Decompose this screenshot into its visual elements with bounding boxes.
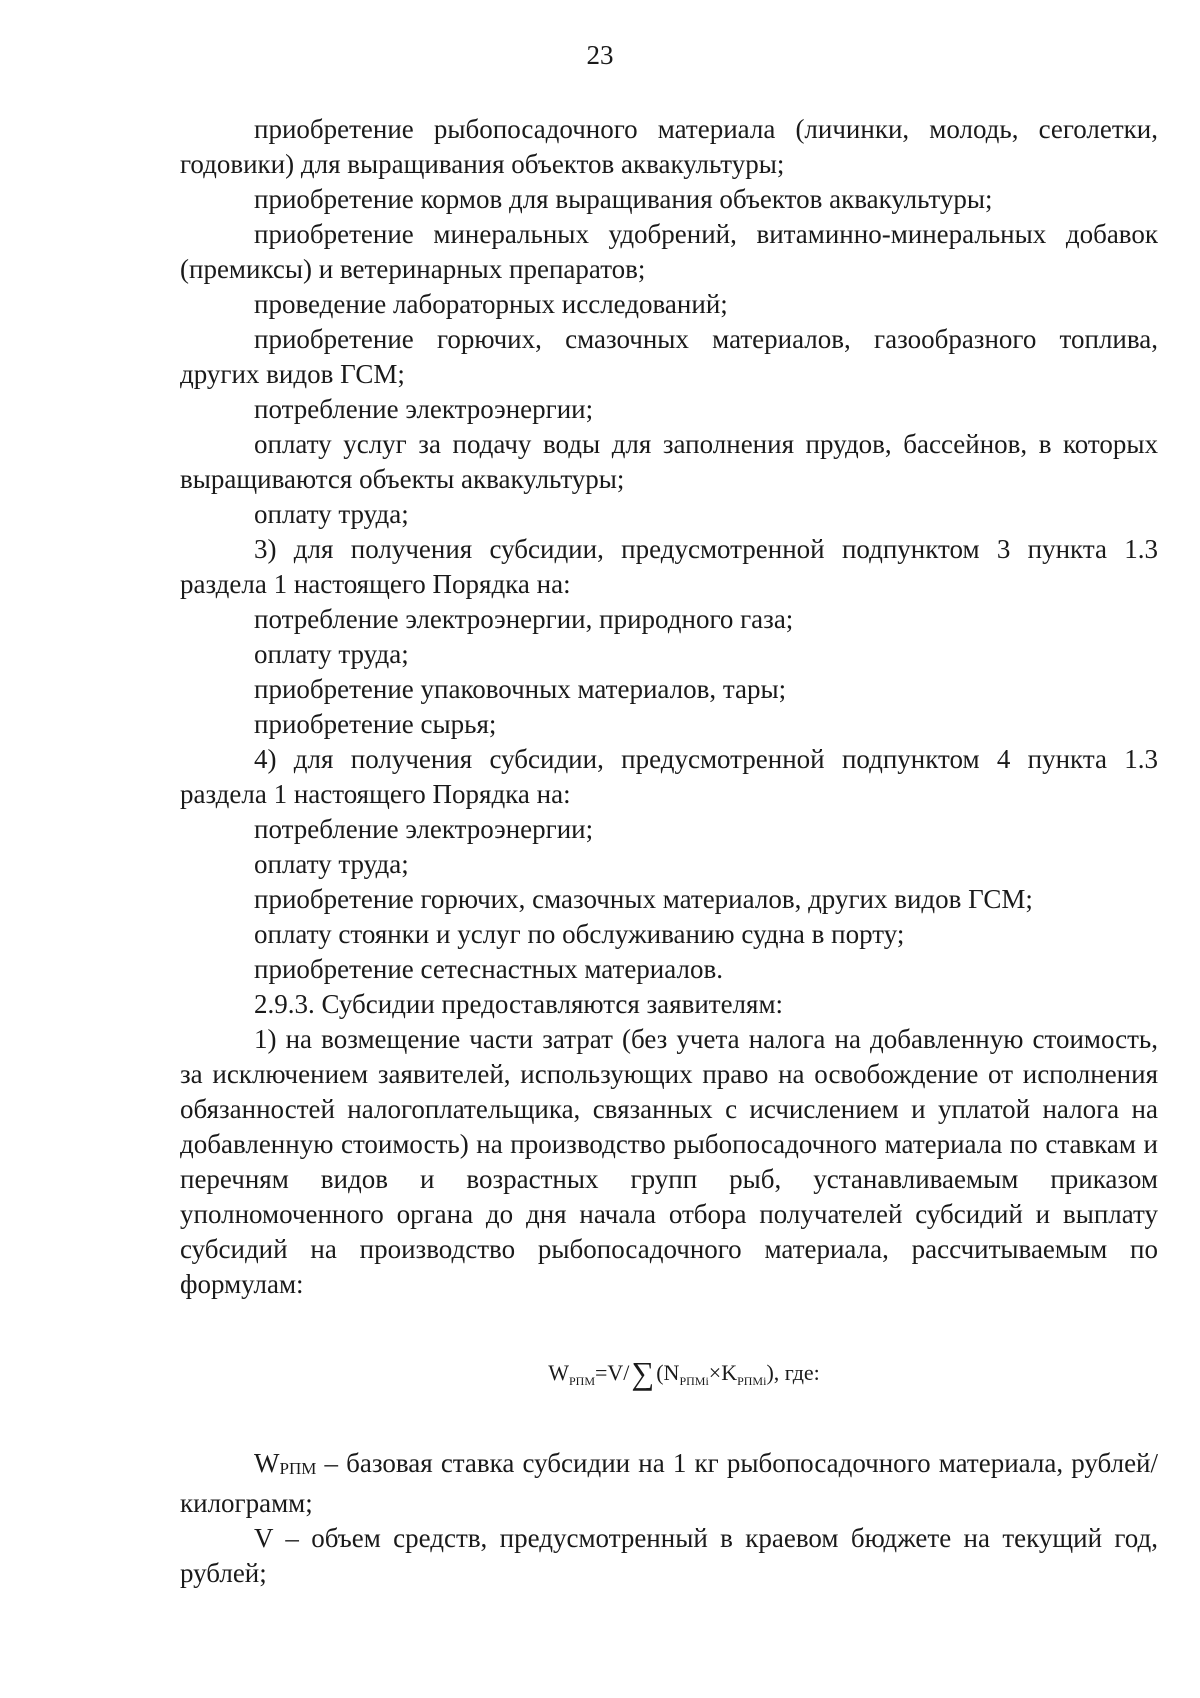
paragraph: проведение лабораторных исследований; (254, 289, 728, 319)
paragraph: приобретение кормов для выращивания объектов аквакультуры; (254, 184, 993, 214)
paragraph: 3) для получения субсидии, предусмотренной подпунктом 3 пункта 1.3 раздела 1 настоящего Порядка на: (180, 534, 1158, 599)
formula-n-subscript: РПМi (679, 1374, 709, 1388)
paragraph: приобретение горючих, смазочных материалов, газообразного топлива, других видов ГСМ; (180, 324, 1158, 389)
paragraph: оплату труда; (254, 639, 409, 669)
page-number: 23 (586, 40, 614, 70)
formula-open: (N (656, 1360, 680, 1385)
paragraph: оплату услуг за подачу воды для заполнения прудов, бассейнов, в которых выращиваются объекты аквакультуры; (180, 429, 1158, 494)
paragraph: 4) для получения субсидии, предусмотренной подпунктом 4 пункта 1.3 раздела 1 настоящего Порядка на: (180, 744, 1158, 809)
formula-close: ), где: (766, 1360, 820, 1385)
paragraph: оплату труда; (254, 499, 409, 529)
paragraph: приобретение минеральных удобрений, витаминно-минеральных добавок (премиксы) и ветеринарных препаратов; (180, 219, 1158, 284)
paragraph: 1) на возмещение части затрат (без учета налога на добавленную стоимость, за исключением заявителей, использующих право на освобождение от исполнения обязанностей налогоплательщика, связанных с исчислением и уплатой налога на добавленную стоимость) на производство рыбопосадочного материала по ставкам и перечням видов и возрастных групп рыб, устанавливаемым приказом уполномоченного органа до дня начала отбора получателей субсидий и выплату субсидий на производство рыбопосадочного материала, рассчитываемым по формулам: (180, 1024, 1158, 1299)
paragraph: приобретение горючих, смазочных материалов, других видов ГСМ; (254, 884, 1033, 914)
definitions (180, 1446, 1158, 1591)
definition-symbol: W (254, 1448, 280, 1478)
formula (180, 1355, 1158, 1396)
formula-equals: =V/ (595, 1360, 630, 1385)
definition-text: – базовая ставка субсидии на 1 кг рыбопосадочного материала, рублей/килограмм; (180, 1448, 1158, 1518)
paragraph: приобретение сырья; (254, 709, 497, 739)
formula-k-subscript: РПМi (737, 1374, 767, 1388)
definition-v (180, 1521, 1158, 1591)
paragraph: оплату труда; (254, 849, 409, 879)
paragraph: 2.9.3. Субсидии предоставляются заявителям: (254, 989, 784, 1019)
paragraph: потребление электроэнергии, природного газа; (254, 604, 794, 634)
paragraph: приобретение рыбопосадочного материала (личинки, молодь, сеголетки, годовики) для выращивания объектов аквакультуры; (180, 114, 1158, 179)
paragraph: приобретение упаковочных материалов, тары; (254, 674, 787, 704)
definition-subscript: РПМ (279, 1459, 317, 1478)
definition-w (180, 1446, 1158, 1521)
formula-times: ×K (708, 1360, 738, 1385)
document-body (180, 112, 1158, 1591)
paragraph: потребление электроэнергии; (254, 394, 594, 424)
formula-w: W (548, 1360, 569, 1385)
paragraph: приобретение сетеснастных материалов. (254, 954, 723, 984)
paragraph: потребление электроэнергии; (254, 814, 594, 844)
formula-w-subscript: РПМ (568, 1374, 595, 1388)
definition-text: – объем средств, предусмотренный в краевом бюджете на текущий год, рублей; (180, 1523, 1158, 1588)
definition-symbol: V (254, 1523, 274, 1553)
sigma-symbol: ∑ (631, 1355, 655, 1391)
paragraph: оплату стоянки и услуг по обслуживанию судна в порту; (254, 919, 905, 949)
